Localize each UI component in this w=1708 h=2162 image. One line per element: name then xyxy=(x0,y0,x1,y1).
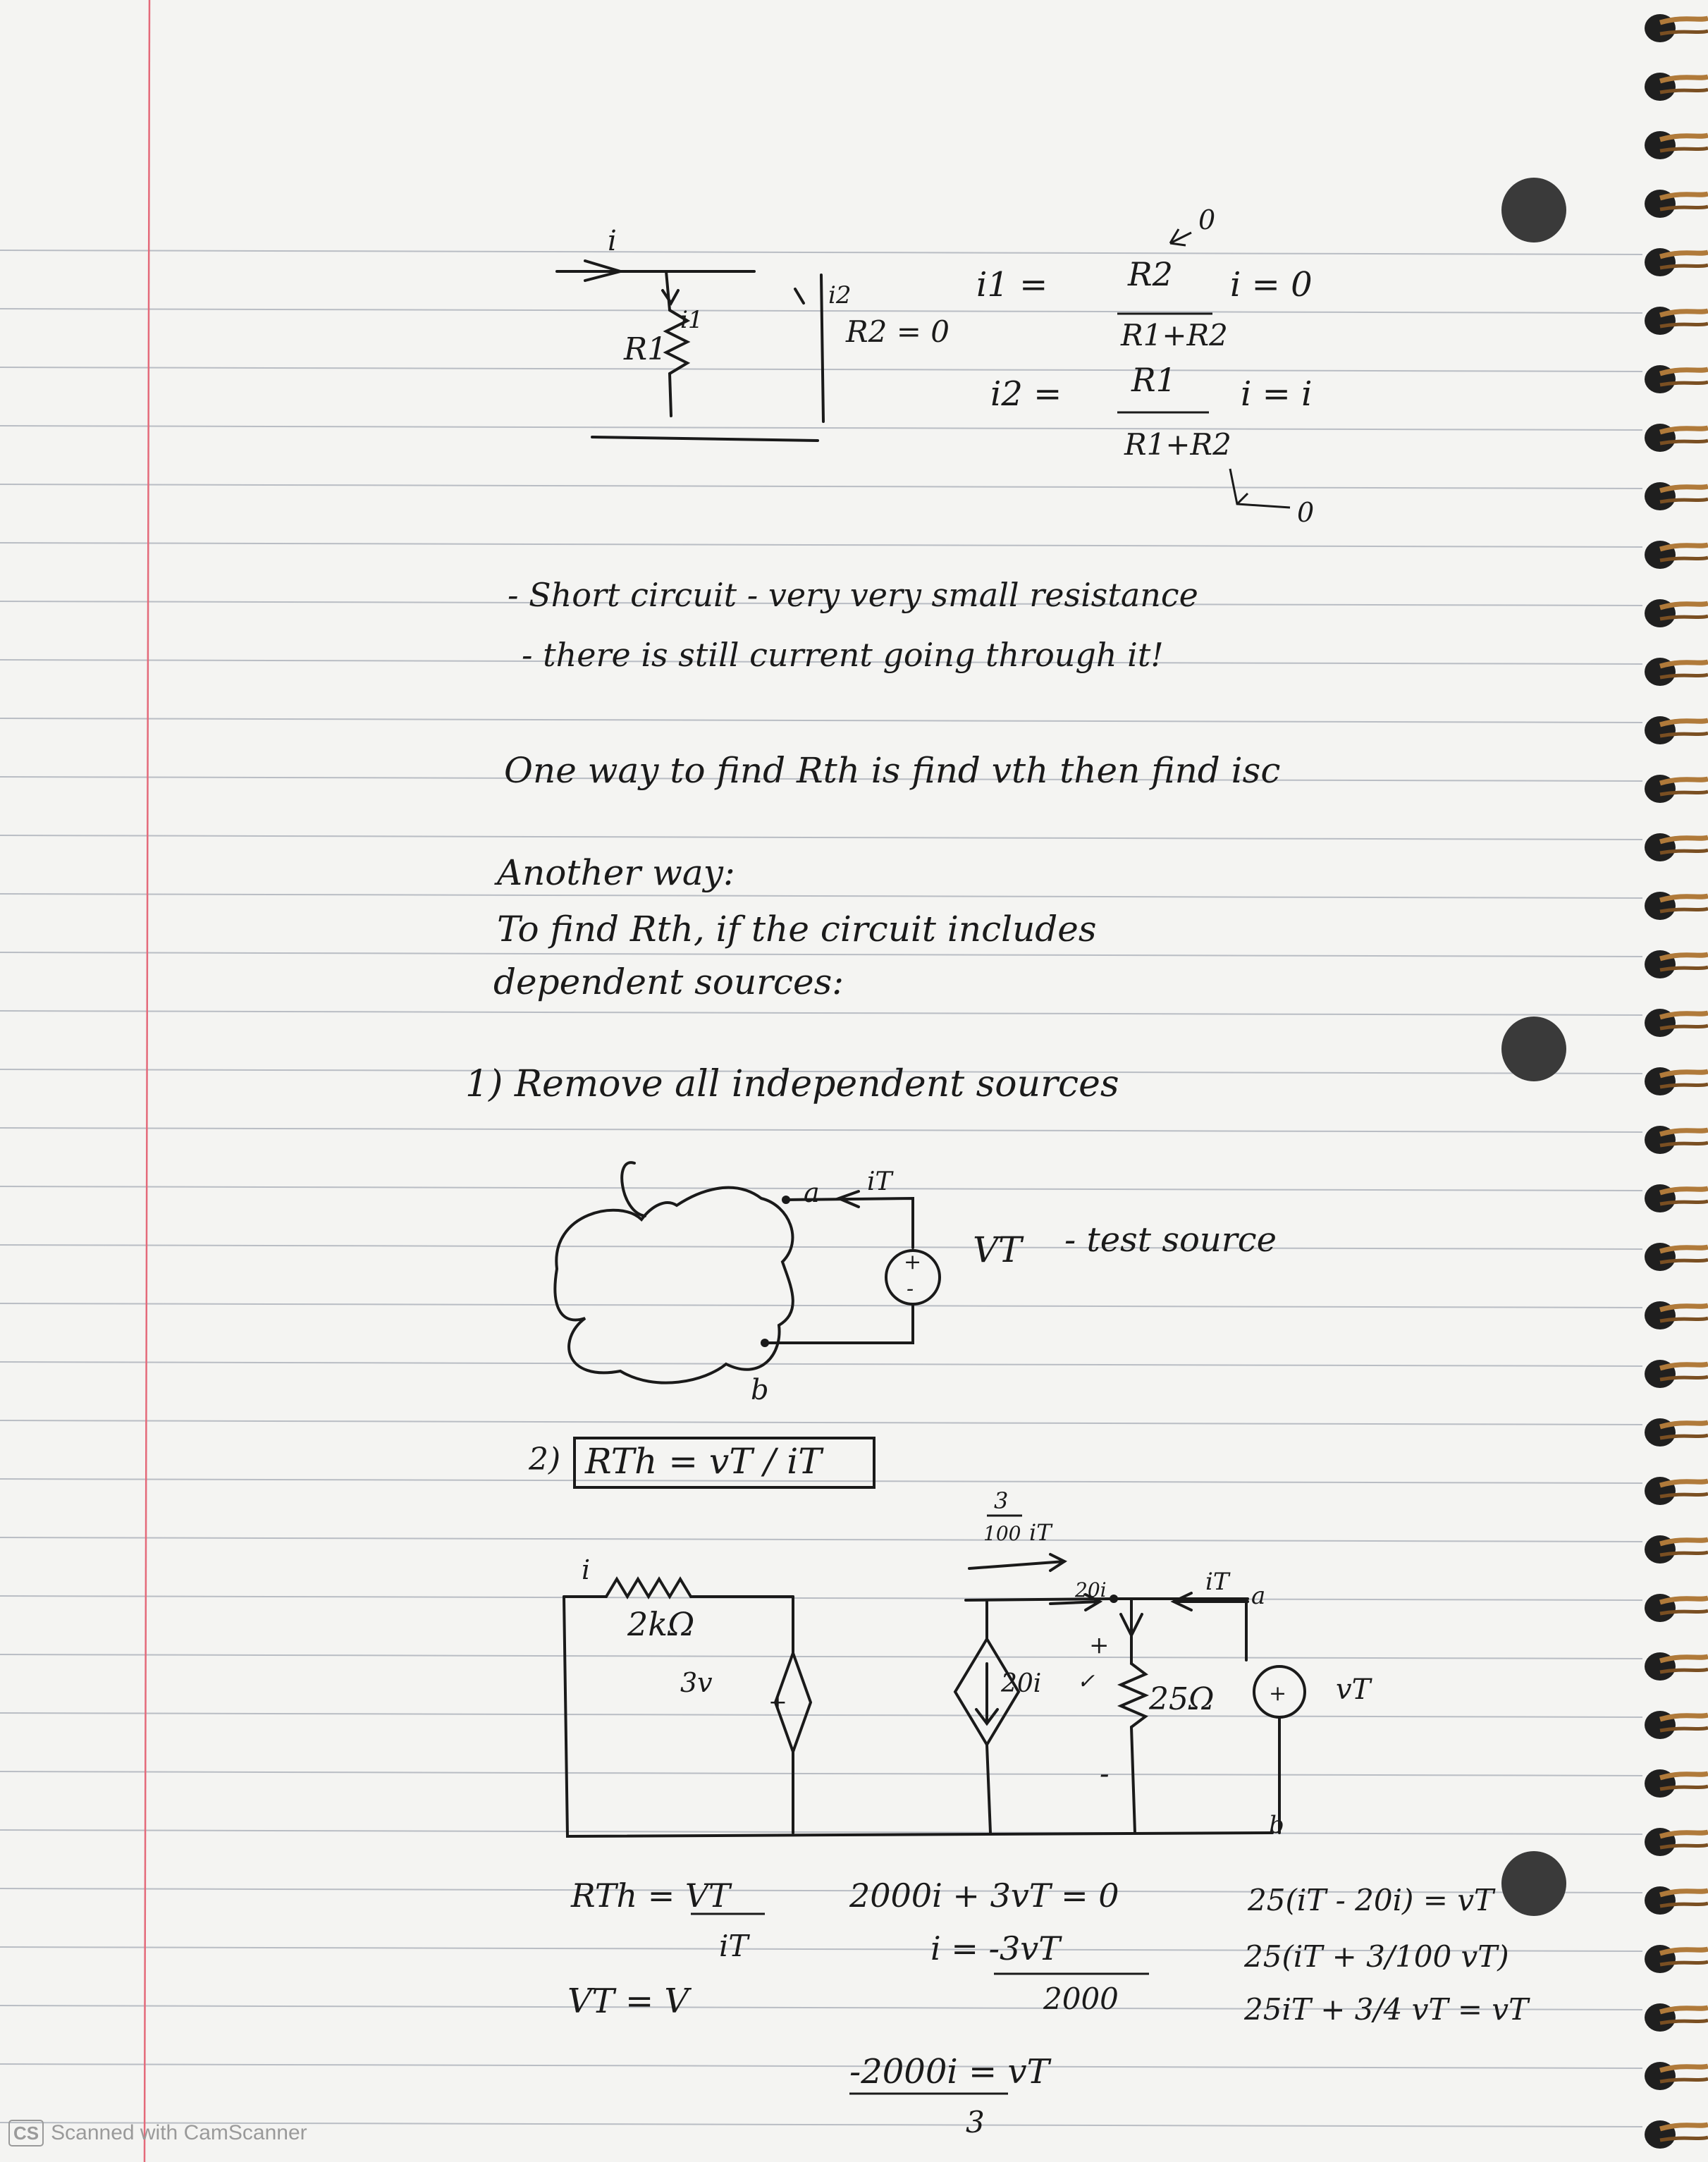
terminal-a-dot xyxy=(782,1196,790,1204)
v-minus-sign: - xyxy=(1100,1758,1110,1791)
terminal-b-label: b xyxy=(751,1374,769,1406)
i2-numerator: R1 xyxy=(1131,361,1176,399)
circuit-b-label: b xyxy=(1269,1811,1284,1839)
short-circuit-line-1: - Short circuit - very very small resistance xyxy=(508,576,1198,614)
divider-i2-label: i2 xyxy=(828,281,852,309)
i2-result: i = i xyxy=(1241,374,1313,414)
terminal-b-dot xyxy=(761,1339,769,1347)
eq-col1-iT-den: iT xyxy=(719,1929,749,1963)
test-source-label: - test source xyxy=(1064,1220,1277,1260)
test-vT-label: VT xyxy=(973,1229,1022,1270)
divider-i1-label: i1 xyxy=(680,306,704,334)
top-fraction-var: iT xyxy=(1029,1519,1052,1546)
top-fraction-num: 3 xyxy=(994,1487,1009,1514)
i1-equation-lhs: i1 = xyxy=(976,265,1048,305)
punch-hole xyxy=(1501,1851,1566,1916)
test-plus-sign: + xyxy=(904,1250,922,1275)
step-1-text: 1) Remove all independent sources xyxy=(465,1063,1119,1105)
eq-col3-line2: 25(iT + 3/100 vT) xyxy=(1244,1939,1509,1974)
short-circuit-line-2: - there is still current going through it! xyxy=(522,636,1164,674)
right-top-wire xyxy=(966,1599,1248,1600)
divider-r2-label: R2 = 0 xyxy=(846,314,950,349)
another-way-text: Another way: xyxy=(497,852,735,893)
camscanner-logo: CS xyxy=(8,2120,44,2146)
dep-v-plus: + xyxy=(768,1688,787,1715)
eq-col2-den2: 3 xyxy=(966,2105,985,2139)
v-plus-sign: + xyxy=(1089,1631,1110,1659)
circuit-i-label: i xyxy=(582,1554,591,1585)
divider-i-label: i xyxy=(608,225,617,257)
r1-lower-wire xyxy=(670,374,671,416)
divider-r1-label: R1 xyxy=(624,331,668,367)
circuit-iT-label: iT xyxy=(1205,1568,1229,1596)
i1-result: i = 0 xyxy=(1230,265,1313,305)
terminal-a-label: a xyxy=(804,1177,820,1208)
punch-hole xyxy=(1501,178,1566,242)
i2-denominator: R1+R2 xyxy=(1124,427,1231,462)
circuit-r-2k-label: 2kΩ xyxy=(627,1605,695,1643)
r-25-label: 25Ω xyxy=(1149,1681,1215,1717)
circuit-vT-label: vT xyxy=(1336,1673,1371,1706)
one-way-text: One way to find Rth is find vth then find isc xyxy=(504,750,1281,791)
camscanner-watermark xyxy=(8,2120,307,2146)
eq-col1-rth: RTh = VT xyxy=(571,1877,730,1915)
eq-col2-den: 2000 xyxy=(1043,1982,1119,2016)
i2-equation-lhs: i2 = xyxy=(990,374,1062,414)
dep-v-label: 3v xyxy=(680,1667,713,1698)
r2-arrow-zero: 0 xyxy=(1297,497,1315,528)
i1-numerator: R2 xyxy=(1128,255,1173,293)
watermark-text: Scanned with CamScanner xyxy=(51,2121,307,2144)
eq-col2-line1: 2000i + 3vT = 0 xyxy=(849,1877,1119,1915)
eq-col3-line3: 25iT + 3/4 vT = vT xyxy=(1244,1992,1529,2027)
eq-col1-vt: VT = V xyxy=(567,1982,689,2021)
i1-denominator: R1+R2 xyxy=(1121,318,1228,352)
top-fraction-den: 100 xyxy=(983,1522,1021,1545)
step-2-formula: RTh = vT / iT xyxy=(585,1441,822,1482)
eq-col2-line2: i = -3vT xyxy=(930,1929,1060,1967)
eq-col2-line3: -2000i = vT xyxy=(849,2052,1050,2092)
check-mark: ✓ xyxy=(1077,1669,1095,1694)
arrow-20i-label: 20i xyxy=(1075,1578,1107,1602)
node-dot xyxy=(1110,1595,1118,1603)
circuit-a-label: a xyxy=(1251,1582,1266,1610)
step-2-prefix: 2) xyxy=(529,1442,561,1478)
punch-hole xyxy=(1501,1016,1566,1081)
to-find-text: To find Rth, if the circuit includes xyxy=(497,909,1097,950)
i1-arrow-zero: 0 xyxy=(1198,204,1216,235)
test-iT-label: iT xyxy=(867,1167,892,1196)
test-minus-sign: - xyxy=(907,1277,914,1301)
vT-source-plus: + xyxy=(1269,1681,1287,1706)
eq-col3-line1: 25(iT - 20i) = vT xyxy=(1248,1883,1494,1917)
dep-i-label: 20i xyxy=(1001,1669,1042,1698)
dependent-sources-text: dependent sources: xyxy=(493,962,844,1002)
